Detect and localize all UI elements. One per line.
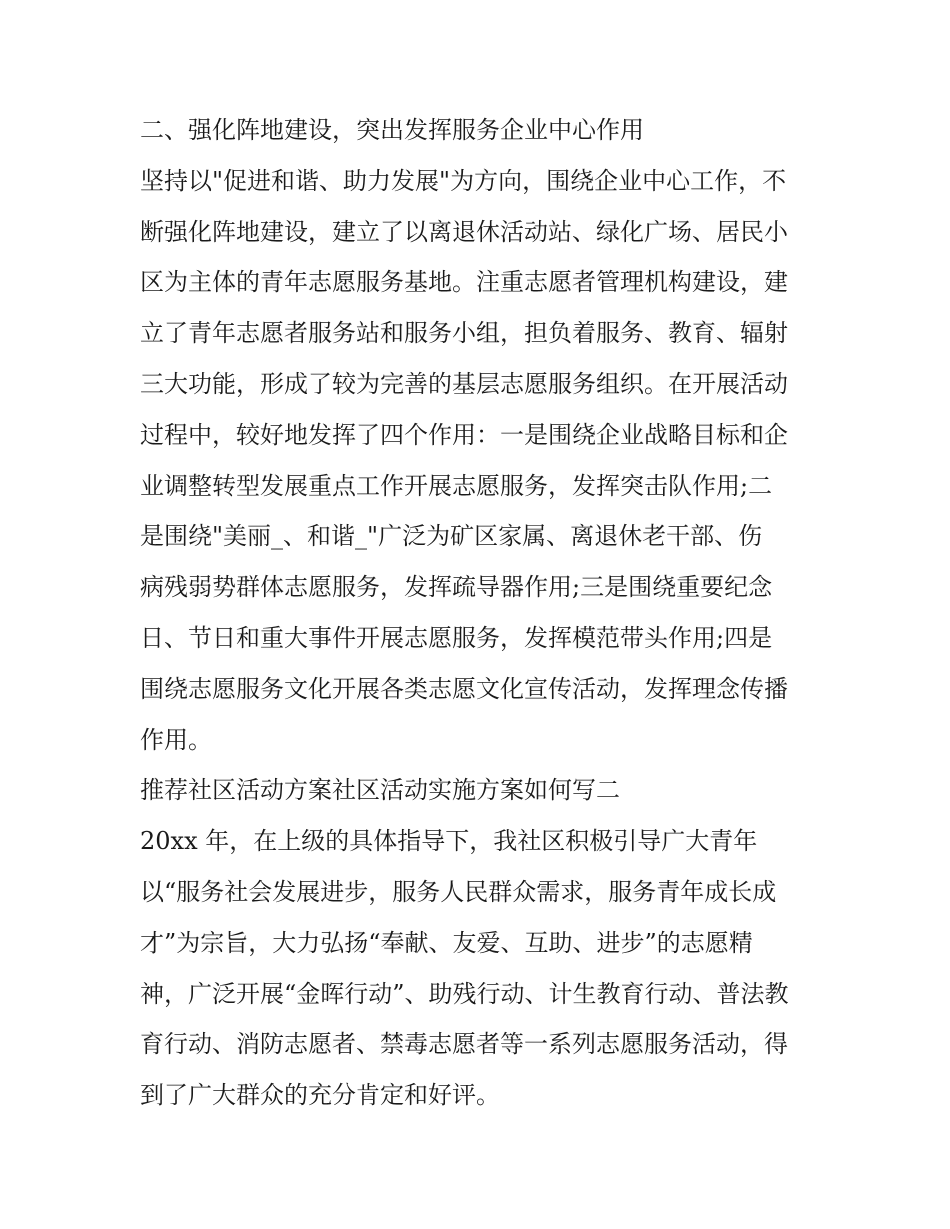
paragraph-line: 作用。 <box>140 725 212 754</box>
paragraph-line: 业调整转型发展重点工作开展志愿服务，发挥突击队作用;二 <box>140 471 773 500</box>
paragraph-line: 以“服务社会发展进步，服务人民群众需求，服务青年成长成 <box>140 877 777 906</box>
paragraph-line: 立了青年志愿者服务站和服务小组，担负着服务、教育、辐射 <box>140 319 788 348</box>
section-heading: 推荐社区活动方案社区活动实施方案如何写二 <box>140 776 620 805</box>
paragraph-line: 是围绕"美丽_、和谐_"广泛为矿区家属、离退休老干部、伤 <box>140 522 763 551</box>
paragraph-line: 神，广泛开展“金晖行动”、助残行动、计生教育行动、普法教 <box>140 979 789 1008</box>
paragraph-line: 育行动、消防志愿者、禁毒志愿者等一系列志愿服务活动，得 <box>140 1030 788 1059</box>
paragraph-line: 日、节日和重大事件开展志愿服务，发挥模范带头作用;四是 <box>140 623 773 652</box>
document-body <box>140 105 820 1121</box>
paragraph-line: 围绕志愿服务文化开展各类志愿文化宣传活动，发挥理念传播 <box>140 674 788 703</box>
section-heading: 二、强化阵地建设，突出发挥服务企业中心作用 <box>140 116 644 144</box>
paragraph-line: 病残弱势群体志愿服务，发挥疏导器作用;三是围绕重要纪念 <box>140 573 773 602</box>
paragraph-line: 断强化阵地建设，建立了以离退休活动站、绿化广场、居民小 <box>140 217 788 246</box>
paragraph-line: 坚持以"促进和谐、助力发展"为方向，围绕企业中心工作，不 <box>140 166 787 195</box>
paragraph-line: 过程中，较好地发挥了四个作用：一是围绕企业战略目标和企 <box>140 420 788 449</box>
paragraph-line: 20xx 年，在上级的具体指导下，我社区积极引导广大青年 <box>140 827 758 856</box>
paragraph-line: 到了广大群众的充分肯定和好评。 <box>140 1081 500 1110</box>
paragraph-line: 三大功能，形成了较为完善的基层志愿服务组织。在开展活动 <box>140 369 788 398</box>
paragraph-line: 区为主体的青年志愿服务基地。注重志愿者管理机构建设，建 <box>140 268 788 297</box>
paragraph-line: 才”为宗旨，大力弘扬“奉献、友爱、互助、进步”的志愿精 <box>140 928 753 957</box>
